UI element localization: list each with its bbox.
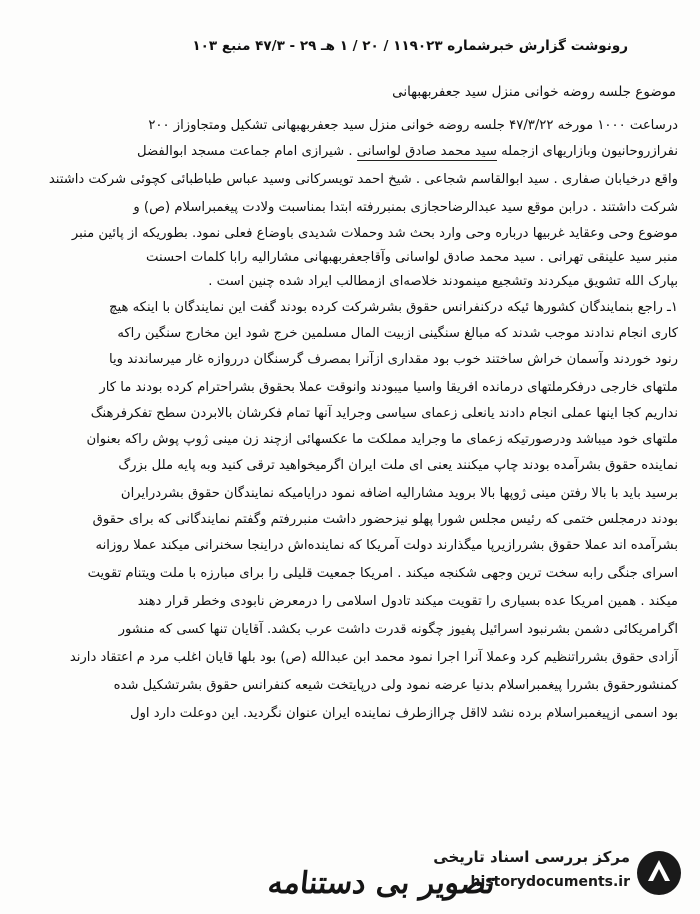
body-line-5: موضوع وحی وعقاید غربیها درباره وحی وارد بحث شد وحملات شدیدی باوضاع فعلی نمود. بطوریکه از پائین منبر — [71, 226, 678, 241]
body-line-1: درساعت ۱۰۰۰ مورخه ۴۷/۳/۲۲ جلسه روضه خوانی منزل سید جعفربهبهانی تشکیل ومتجاوزاز ۲۰۰ — [148, 118, 678, 133]
handwritten-stamp: تصویر بی دستنامه — [266, 866, 497, 901]
archive-watermark-logo[interactable] — [372, 844, 692, 910]
body-line-22: کمنشورحقوق بشررا پیغمبراسلام بدنیا عرضه نمود ولی درپایتخت شیعه کنفرانس حقوق بشرتشکیل شده — [113, 678, 678, 693]
body-line-12: نداریم کجا اینها عملی انجام دادند یانعلی زعمای سیاسی وجراید آنها تمام فکرشان بالابردن سطح تفکرفرهنگ — [90, 406, 678, 421]
body-line-10: رنود خوردند وآسمان خراش ساختند خوب بود مقداری ازآنرا بمصرف گرسنگان درروازه غار میرساندند ویا — [108, 352, 678, 367]
body-line-2-text: نفرازروحانیون وبازاریهای ازجمله سید محمد صادق لواسانی . شیرازی امام جماعت مسجد ابوالفضل — [137, 144, 678, 159]
body-line-19: میکند . همین امریکا عده بسیاری را تقویت میکند تادول اسلامی را درمعرض نابودی وخطر قرار دهند — [137, 594, 678, 609]
body-line-14: نماینده حقوق بشرآمده بودند چاپ میکنند یعنی ای ملت ایران اگرمیخواهید ترقی کنید وبه پایه ملل بزرگ — [118, 458, 678, 473]
body-line-13: ملتهای خود میباشد ودرصورتیکه زعمای ما وجراید مملکت ما عکسهائی ازچند زن مینی ژوپ پوش راکه بعنوان — [86, 432, 678, 447]
body-line-4: شرکت داشتند . درابن موقع سید عبدالرضاحجازی بمنبررفته ابتدا بمناسبت ولادت پیغمبراسلام (ص) و — [133, 200, 678, 215]
body-line-11: ملتهای خارجی درفکرملتهای درمانده افریقا واسیا میبودند وانوقت عملا بحقوق بشراحترام کرده بودند ما کار — [99, 380, 678, 395]
body-line-3: واقع درخیابان صفاری . سید ابوالقاسم شجاعی . شیخ احمد تویسرکانی وسید عباس طباطبائی کچوئی شرکت داشتند — [48, 172, 678, 187]
body-line-8: ۱ـ راجع بنمایندگان کشورها ئیکه درکنفرانس حقوق بشرشرکت کرده بودند گفت این نمایندگان با اینکه هیچ — [108, 300, 678, 315]
body-line-6: منبر سید علینقی تهرانی . سید محمد صادق لواسانی وآقاجعفربهبهانی مشارالیه رابا کلمات احسنت — [146, 250, 678, 265]
logo-title-fa: مرکز بررسی اسناد تاریخی — [433, 848, 630, 866]
archive-logo-icon — [634, 848, 684, 898]
body-line-2 — [137, 144, 678, 160]
body-line-21: آزادی حقوق بشرراتنظیم کرد وعملا آنرا اجرا نمود محمد ابن عبدالله (ص) بود بلها قایان اغلب مرد م اعتقاد دارند — [69, 650, 678, 665]
body-line-7: بپارک الله تشویق میکردند وتشجیع مینمودند خلاصه‌ای ازمطالب ایراد شده چنین است . — [208, 274, 678, 289]
body-line-17: بشرآمده اند عملا حقوق بشررازیرپا میگذارند دولت آمریکا که نماینده‌اش دراینجا سخنرانی میکند عملا روزانه — [95, 538, 678, 553]
logo-url: historydocuments.ir — [470, 874, 630, 890]
body-line-18: اسرای جنگی رابه سخت ترین وجهی شکنجه میکند . امریکا جمعیت قلیلی را برای مبارزه با ملت ویتنام تقویت — [87, 566, 678, 581]
body-line-16: بودند درمجلس ختمی که رئیس مجلس شورا پهلو نیزحضور داشت منبررفتم وگفتم نمایندگانی که برای حقوق — [92, 512, 678, 527]
body-line-9: کاری انجام ندادند موجب شدند که مبالغ سنگینی ازبیت المال مسلمین خرج شود این مخارج سنگین راکه — [117, 326, 678, 341]
body-line-20: اگرامریکائی دشمن بشرنبود اسرائیل پفیوز چگونه قدرت داشت عرب بکشد. آقایان تنها کسی که منشور — [118, 622, 678, 637]
report-header: رونوشت گزارش خبرشماره ۱۱۹۰۲۳ / ۲۰ / ۱ هـ ۲۹ - ۴۷/۳ منبع ۱۰۳ — [192, 38, 628, 54]
underlined-name: سید محمد صادق لواسانی — [356, 144, 497, 159]
subject-line: موضوع جلسه روضه خوانی منزل سید جعفربهبهانی — [392, 84, 676, 100]
body-line-15: برسید باید با بالا رفتن مینی ژوپها بالا بروید مشارالیه اضافه نمود درایامیکه نمایندگان حقوق بشردرایران — [120, 486, 678, 501]
body-line-23: بود اسمی ازپیغمبراسلام برده نشد لااقل چراازطرف نماینده ایران عنوان نگردید. این دوعلت دارد اول — [129, 706, 678, 721]
